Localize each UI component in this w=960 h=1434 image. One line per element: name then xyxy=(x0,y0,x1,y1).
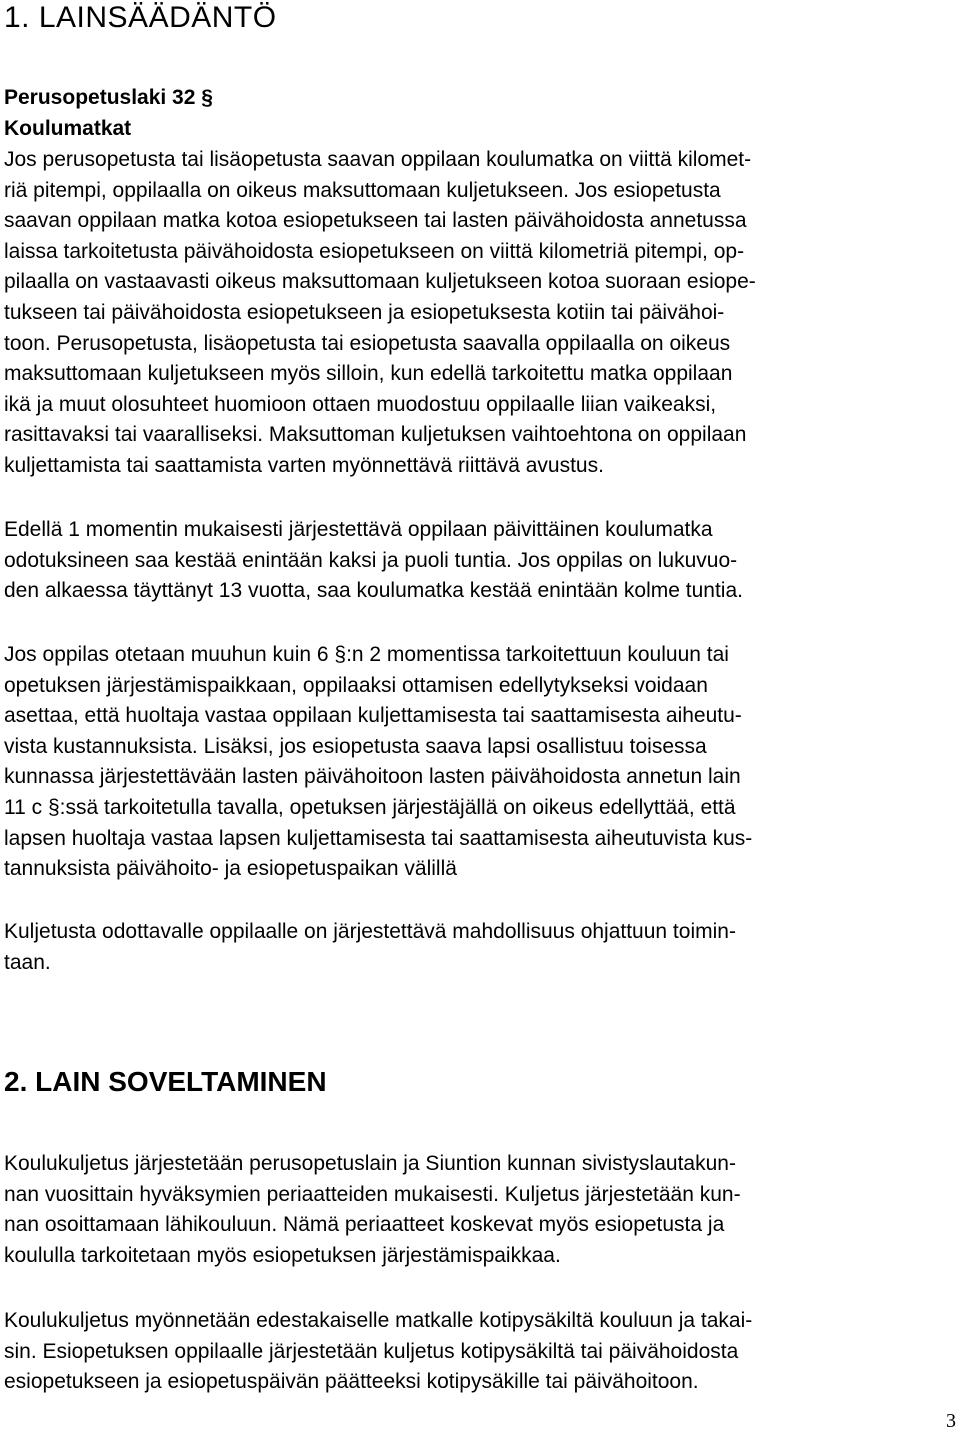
text-line: koululla tarkoitetaan myös esiopetuksen järjestämispaikkaa. xyxy=(4,1243,561,1267)
text-line: Jos oppilas otetaan muuhun kuin 6 §:n 2 momentissa tarkoitettuun kouluun tai xyxy=(4,643,729,666)
text-line: esiopetukseen ja esiopetuspäivän päätteeksi kotipysäkille tai päivähoitoon. xyxy=(4,1370,699,1394)
section-2-paragraph-2 xyxy=(4,1306,752,1398)
text-line: Koulukuljetus myönnetään edestakaiselle matkalle kotipysäkiltä kouluun ja takai- xyxy=(4,1309,753,1332)
text-line: tukseen tai päivähoidosta esiopetukseen ja esiopetuksesta kotiin tai päivähoi- xyxy=(4,300,725,324)
text-line: pilaalla on vastaavasti oikeus maksuttomaan kuljetukseen kotoa suoraan esiope- xyxy=(4,270,756,294)
law-subtitle: Koulumatkat xyxy=(4,116,132,140)
text-line: toon. Perusopetusta, lisäopetusta tai esiopetusta saavalla oppilaalla on oikeus xyxy=(4,331,731,355)
text-line: nan vuosittain hyväksymien periaatteiden mukaisesti. Kuljetus järjestetään kun- xyxy=(4,1182,741,1206)
section-2-paragraph-1 xyxy=(4,1149,741,1271)
text-line: kunnassa järjestettävään lasten päivähoitoon lasten päivähoidosta annetun lain xyxy=(4,765,741,789)
section-1-paragraph-3 xyxy=(4,640,752,885)
text-line: asettaa, että huoltaja vastaa oppilaan kuljettamisesta tai saattamisesta aiheutu- xyxy=(4,704,742,728)
text-line: vista kustannuksista. Lisäksi, jos esiopetusta saava lapsi osallistuu toisessa xyxy=(4,734,707,758)
text-line: tannuksista päivähoito- ja esiopetuspaikan välillä xyxy=(4,857,457,881)
text-line: den alkaessa täyttänyt 13 vuotta, saa koulumatka kestää enintään kolme tuntia. xyxy=(4,579,743,603)
text-line: odotuksineen saa kestää enintään kaksi ja puoli tuntia. Jos oppilas on lukuvuo- xyxy=(4,548,738,572)
text-line: Edellä 1 momentin mukaisesti järjestettävä oppilaan päivittäinen koulumatka xyxy=(4,518,713,541)
section-1-paragraph-4 xyxy=(4,917,736,978)
text-line: lapsen huoltaja vastaa lapsen kuljettamisesta tai saattamisesta aiheutuvista kus- xyxy=(4,826,753,850)
law-title: Perusopetuslaki 32 § xyxy=(4,86,213,109)
text-line: Koulukuljetus järjestetään perusopetuslain ja Siuntion kunnan sivistyslautakun- xyxy=(4,1152,736,1175)
text-line: opetuksen järjestämispaikkaan, oppilaaksi ottamisen edellytykseksi voidaan xyxy=(4,673,708,697)
section-1-paragraph-2 xyxy=(4,515,743,607)
text-line: rasittavaksi tai vaaralliseksi. Maksuttoman kuljetuksen vaihtoehtona on oppilaan xyxy=(4,423,747,447)
text-line: riä pitempi, oppilaalla on oikeus maksuttomaan kuljetukseen. Jos esiopetusta xyxy=(4,178,721,202)
text-line: saavan oppilaan matka kotoa esiopetukseen tai lasten päivähoidosta annetussa xyxy=(4,209,747,233)
text-line: nan osoittamaan lähikouluun. Nämä periaatteet koskevat myös esiopetusta ja xyxy=(4,1213,725,1237)
text-line: maksuttomaan kuljetukseen myös silloin, kun edellä tarkoitettu matka oppilaan xyxy=(4,362,733,386)
section-1-heading: 1. LAINSÄÄDÄNTÖ xyxy=(4,1,277,34)
text-line: Jos perusopetusta tai lisäopetusta saavan oppilaan koulumatka on viittä kilomet- xyxy=(4,148,752,171)
section-1-paragraph-1 xyxy=(4,145,756,482)
text-line: Kuljetusta odottavalle oppilaalle on järjestettävä mahdollisuus ohjattuun toimin- xyxy=(4,920,736,943)
law-title-block xyxy=(4,83,213,144)
text-line: ikä ja muut olosuhteet huomioon ottaen muodostuu oppilaalle liian vaikeaksi, xyxy=(4,392,717,416)
text-line: sin. Esiopetuksen oppilaalle järjestetään kuljetus kotipysäkiltä tai päivähoidosta xyxy=(4,1339,739,1363)
text-line: kuljettamista tai saattamista varten myönnettävä riittävä avustus. xyxy=(4,453,604,477)
text-line: taan. xyxy=(4,950,51,974)
page-number: 3 xyxy=(946,1410,956,1432)
text-line: 11 c §:ssä tarkoitetulla tavalla, opetuksen järjestäjällä on oikeus edellyttää, että xyxy=(4,795,736,819)
text-line: laissa tarkoitetusta päivähoidosta esiopetukseen on viittä kilometriä pitempi, op- xyxy=(4,239,745,263)
section-2-heading: 2. LAIN SOVELTAMINEN xyxy=(4,1066,327,1097)
